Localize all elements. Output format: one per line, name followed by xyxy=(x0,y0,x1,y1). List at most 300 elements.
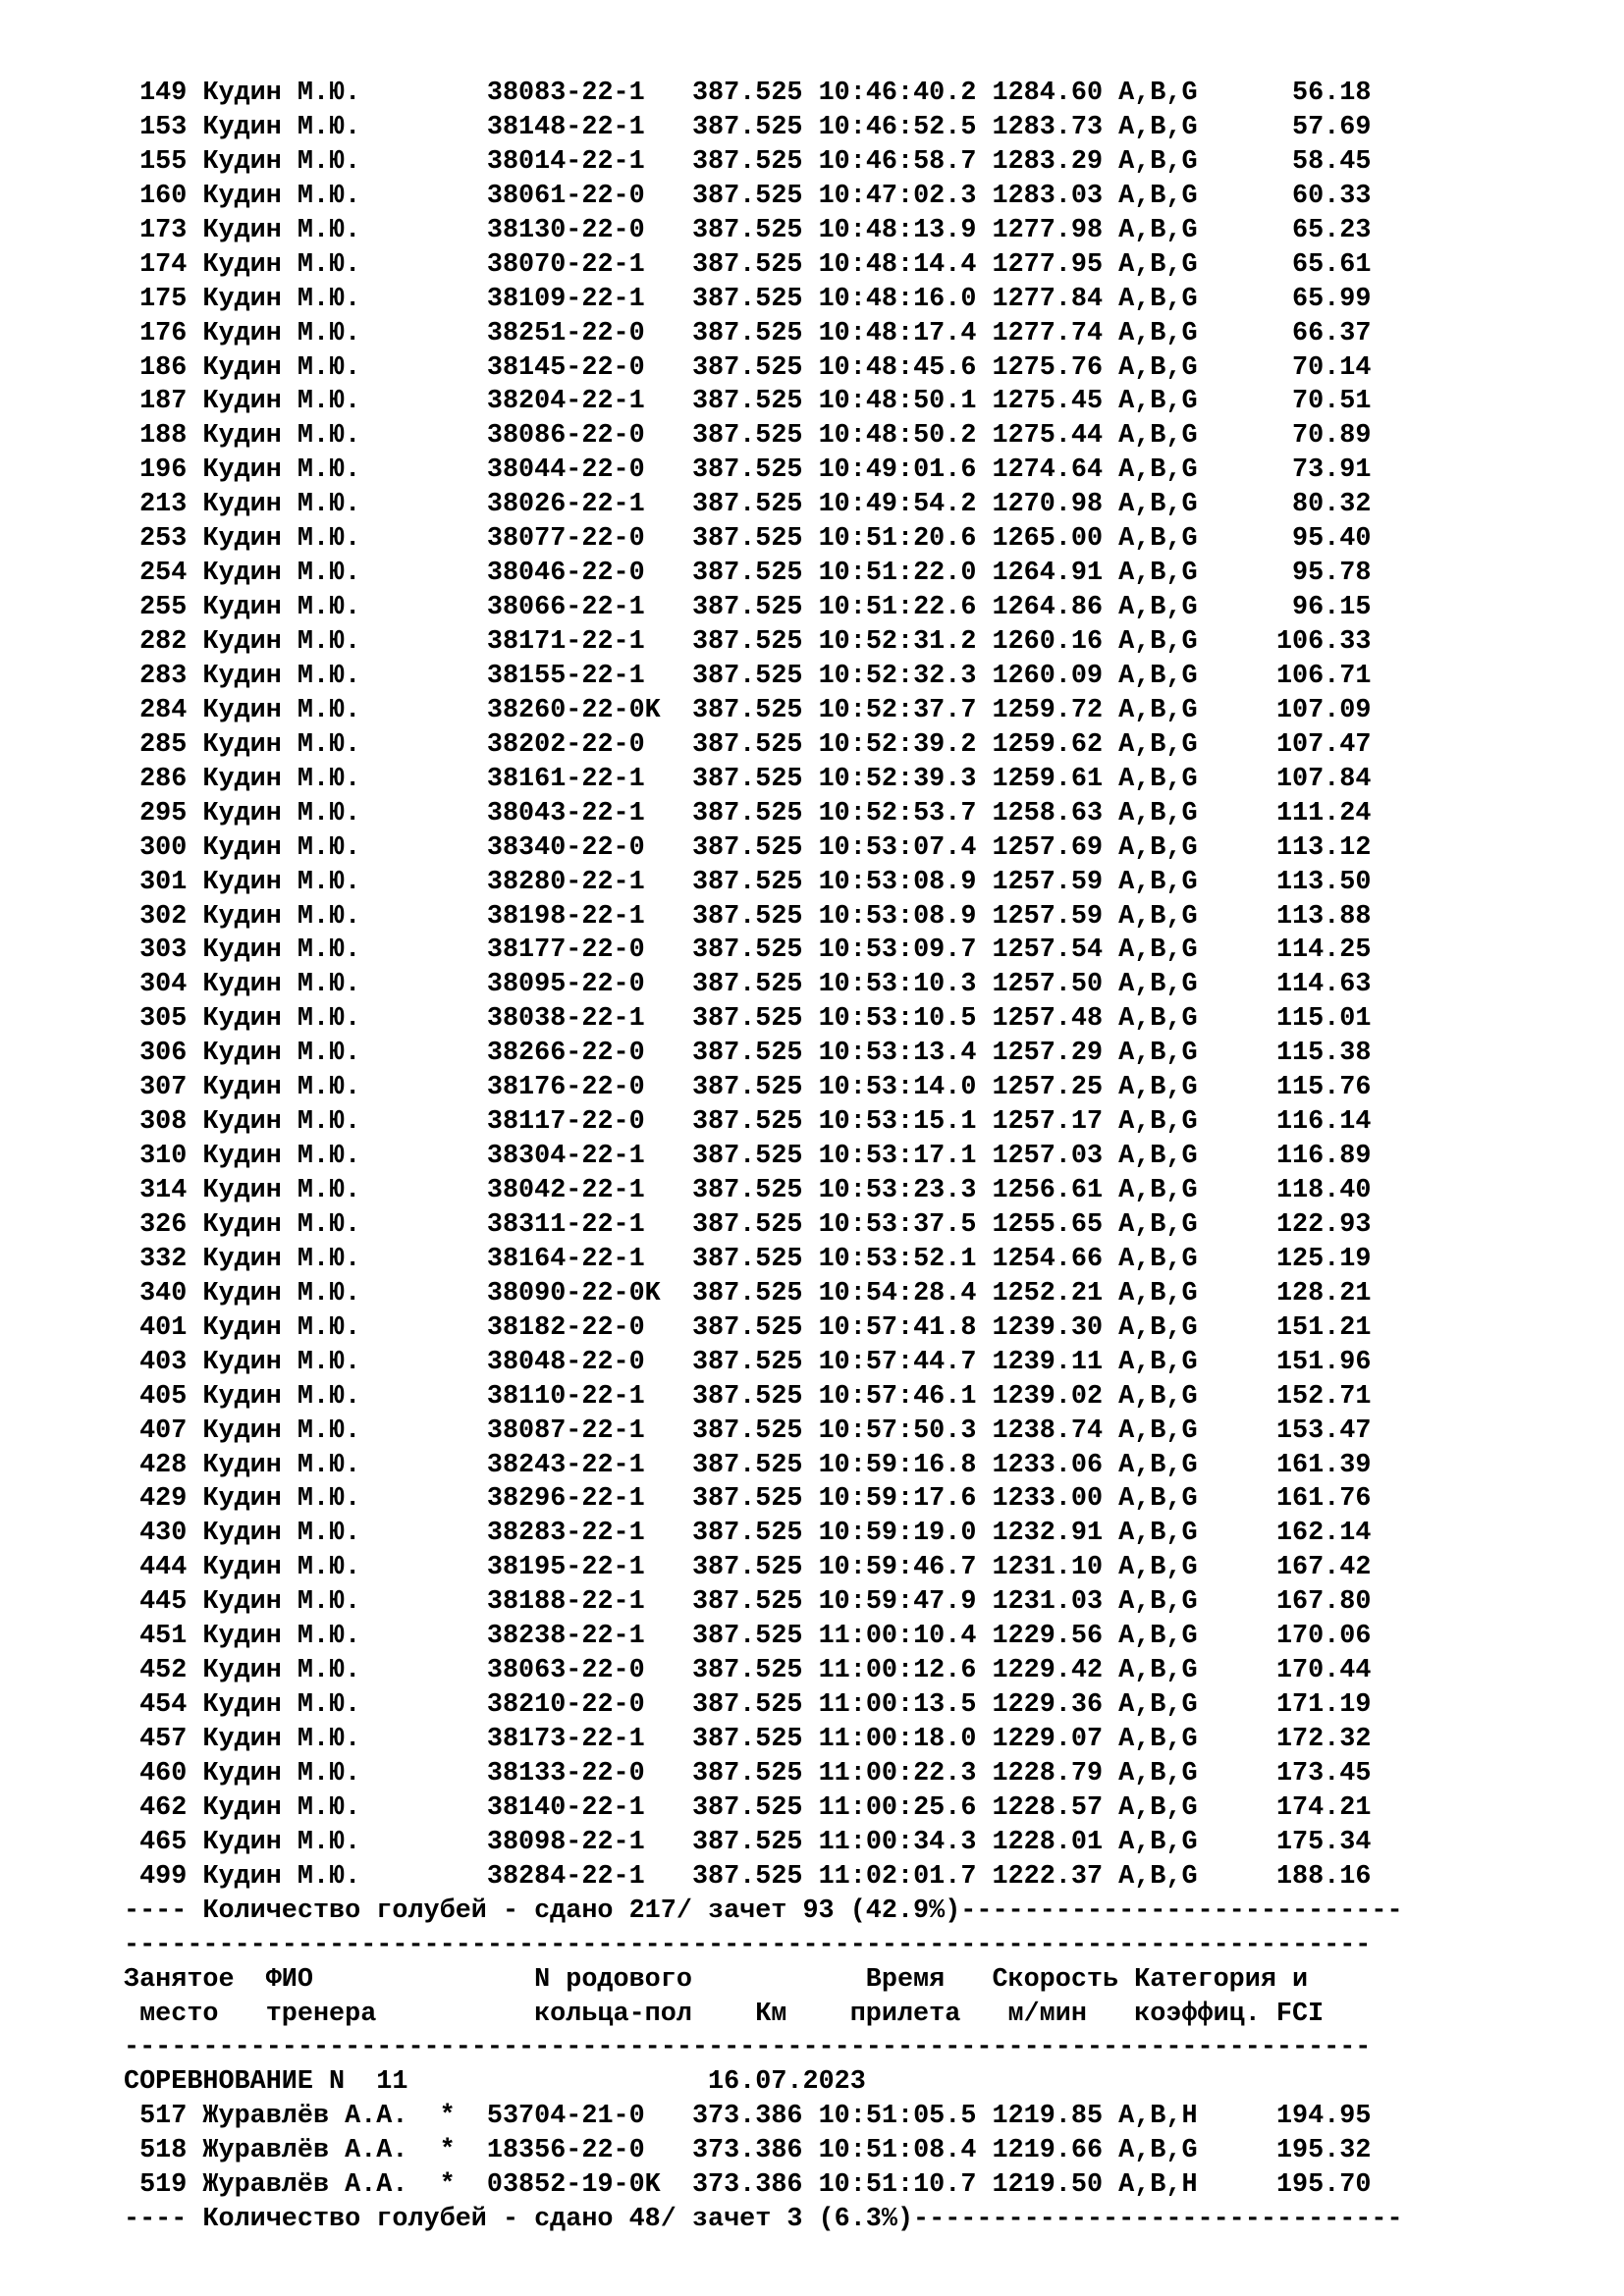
ring-number-cell: 38095-22-0 xyxy=(486,970,692,1000)
star-mark-cell xyxy=(440,1279,487,1308)
star-mark-cell xyxy=(440,216,487,245)
ring-number-cell: 38066-22-1 xyxy=(486,593,692,623)
trainer-name-cell: Кудин М.Ю. xyxy=(202,1209,440,1240)
place-cell: 403 xyxy=(124,1347,203,1377)
speed-cell: 1228.57 xyxy=(992,1792,1119,1823)
trainer-name-cell: Кудин М.Ю. xyxy=(202,1587,440,1618)
result-row xyxy=(124,1380,1597,1415)
place-cell: 499 xyxy=(124,1861,203,1892)
distance-cell: 387.525 xyxy=(691,901,819,932)
arrival-time-cell: 10:51:10.7 xyxy=(818,2170,993,2201)
distance-cell: 387.525 xyxy=(691,524,819,555)
coefficient-cell: 58.45 xyxy=(1197,146,1372,177)
result-row xyxy=(124,1174,1597,1208)
coefficient-cell: 106.33 xyxy=(1197,627,1372,657)
result-row xyxy=(124,488,1597,522)
ring-number-cell: 38110-22-1 xyxy=(486,1381,692,1412)
trainer-name-cell: Кудин М.Ю. xyxy=(202,1690,440,1721)
speed-cell: 1228.01 xyxy=(992,1827,1119,1857)
coefficient-cell: 173.45 xyxy=(1197,1758,1372,1789)
arrival-time-cell: 10:52:37.7 xyxy=(818,695,993,725)
distance-cell: 387.525 xyxy=(691,1827,819,1857)
place-cell: 444 xyxy=(124,1553,203,1583)
coefficient-cell: 161.39 xyxy=(1197,1450,1372,1480)
category-cell: A,B,G xyxy=(1118,1381,1198,1412)
category-cell: A,B,G xyxy=(1118,1142,1198,1172)
place-cell: 300 xyxy=(124,832,203,863)
place-cell: 445 xyxy=(124,1587,203,1618)
header-rule-bottom: ------------------------------------------------------------------------------- xyxy=(124,2033,1372,2063)
result-row xyxy=(124,934,1597,968)
trainer-name-cell: Кудин М.Ю. xyxy=(202,695,440,725)
ring-number-cell: 38161-22-1 xyxy=(486,764,692,794)
star-mark-cell xyxy=(440,353,487,383)
category-cell: A,B,G xyxy=(1118,1792,1198,1823)
ring-number-cell: 38090-22-0K xyxy=(486,1278,692,1308)
category-cell: A,B,G xyxy=(1118,1244,1198,1274)
place-cell: 340 xyxy=(124,1278,203,1308)
speed-cell: 1233.00 xyxy=(992,1484,1119,1515)
speed-cell: 1238.74 xyxy=(992,1415,1119,1446)
trainer-name-cell: Кудин М.Ю. xyxy=(202,1004,440,1035)
coefficient-cell: 153.47 xyxy=(1197,1415,1372,1446)
place-cell: 253 xyxy=(124,524,203,555)
column-header-line-2: место тренера кольца-пол Км прилета м/мин коэффиц. FCI xyxy=(124,1999,1325,2029)
result-row xyxy=(124,214,1597,248)
place-cell: 326 xyxy=(124,1209,203,1240)
speed-cell: 1257.50 xyxy=(992,970,1119,1000)
place-cell: 285 xyxy=(124,729,203,760)
place-cell: 155 xyxy=(124,146,203,177)
ring-number-cell: 38063-22-0 xyxy=(486,1656,692,1686)
ring-number-cell: 38048-22-0 xyxy=(486,1347,692,1377)
distance-cell: 387.525 xyxy=(691,798,819,828)
result-row xyxy=(124,317,1597,351)
arrival-time-cell: 10:53:08.9 xyxy=(818,867,993,897)
speed-cell: 1257.29 xyxy=(992,1039,1119,1069)
place-cell: 174 xyxy=(124,249,203,280)
speed-cell: 1260.09 xyxy=(992,661,1119,691)
speed-cell: 1229.56 xyxy=(992,1622,1119,1652)
distance-cell: 387.525 xyxy=(691,249,819,280)
star-mark-cell xyxy=(440,1828,487,1857)
star-mark-cell xyxy=(440,1039,487,1068)
coefficient-cell: 107.84 xyxy=(1197,764,1372,794)
trainer-name-cell: Кудин М.Ю. xyxy=(202,764,440,794)
star-mark-cell xyxy=(440,627,487,657)
coefficient-cell: 56.18 xyxy=(1197,79,1372,108)
trainer-name-cell: Кудин М.Ю. xyxy=(202,1381,440,1412)
coefficient-cell: 114.25 xyxy=(1197,935,1372,966)
speed-cell: 1233.06 xyxy=(992,1450,1119,1480)
arrival-time-cell: 10:52:39.3 xyxy=(818,764,993,794)
result-row xyxy=(124,1311,1597,1346)
distance-cell: 387.525 xyxy=(691,627,819,657)
speed-cell: 1275.76 xyxy=(992,352,1119,383)
coefficient-cell: 80.32 xyxy=(1197,490,1372,520)
distance-cell: 387.525 xyxy=(691,729,819,760)
arrival-time-cell: 10:53:37.5 xyxy=(818,1209,993,1240)
trainer-name-cell: Кудин М.Ю. xyxy=(202,1861,440,1892)
result-row xyxy=(124,1551,1597,1585)
ring-number-cell: 38296-22-1 xyxy=(486,1484,692,1515)
ring-number-cell: 38133-22-0 xyxy=(486,1758,692,1789)
ring-number-cell: 38098-22-1 xyxy=(486,1827,692,1857)
result-row xyxy=(124,1723,1597,1757)
coefficient-cell: 167.80 xyxy=(1197,1587,1372,1618)
speed-cell: 1277.74 xyxy=(992,318,1119,348)
category-cell: A,B,G xyxy=(1118,593,1198,623)
trainer-name-cell: Журавлёв А.А. xyxy=(202,2102,440,2132)
arrival-time-cell: 10:48:50.1 xyxy=(818,387,993,417)
trainer-name-cell: Кудин М.Ю. xyxy=(202,1450,440,1480)
category-cell: A,B,G xyxy=(1118,490,1198,520)
star-mark-cell xyxy=(440,833,487,863)
arrival-time-cell: 10:53:07.4 xyxy=(818,832,993,863)
speed-cell: 1270.98 xyxy=(992,490,1119,520)
category-cell: A,B,G xyxy=(1118,1758,1198,1789)
result-row xyxy=(124,1208,1597,1243)
speed-cell: 1277.95 xyxy=(992,249,1119,280)
category-cell: A,B,G xyxy=(1118,146,1198,177)
category-cell: A,B,G xyxy=(1118,832,1198,863)
arrival-time-cell: 10:51:22.0 xyxy=(818,559,993,589)
star-mark-cell xyxy=(440,902,487,932)
ring-number-cell: 38130-22-0 xyxy=(486,215,692,245)
place-cell: 314 xyxy=(124,1176,203,1205)
trainer-name-cell: Кудин М.Ю. xyxy=(202,935,440,966)
ring-number-cell: 38284-22-1 xyxy=(486,1861,692,1892)
star-mark-cell xyxy=(440,1073,487,1102)
place-cell: 401 xyxy=(124,1312,203,1343)
distance-cell: 387.525 xyxy=(691,1519,819,1549)
coefficient-cell: 118.40 xyxy=(1197,1176,1372,1205)
trainer-name-cell: Кудин М.Ю. xyxy=(202,284,440,314)
result-row xyxy=(124,660,1597,694)
trainer-name-cell: Кудин М.Ю. xyxy=(202,1278,440,1308)
ring-number-cell: 38164-22-1 xyxy=(486,1244,692,1274)
coefficient-cell: 128.21 xyxy=(1197,1278,1372,1308)
result-row xyxy=(124,419,1597,454)
distance-cell: 387.525 xyxy=(691,559,819,589)
category-cell: A,B,G xyxy=(1118,1553,1198,1583)
star-mark-cell xyxy=(440,1553,487,1582)
category-cell: A,B,G xyxy=(1118,455,1198,486)
star-mark-cell xyxy=(440,1519,487,1548)
star-mark-cell xyxy=(440,182,487,211)
arrival-time-cell: 10:53:14.0 xyxy=(818,1073,993,1103)
coefficient-cell: 65.23 xyxy=(1197,215,1372,245)
place-cell: 310 xyxy=(124,1142,203,1172)
star-mark-cell xyxy=(440,387,487,416)
speed-cell: 1231.10 xyxy=(992,1553,1119,1583)
coefficient-cell: 116.89 xyxy=(1197,1142,1372,1172)
distance-cell: 387.525 xyxy=(691,1004,819,1035)
place-cell: 149 xyxy=(124,79,203,108)
coefficient-cell: 107.47 xyxy=(1197,729,1372,760)
coefficient-cell: 195.32 xyxy=(1197,2136,1372,2166)
trainer-name-cell: Кудин М.Ю. xyxy=(202,1622,440,1652)
distance-cell: 387.525 xyxy=(691,112,819,142)
place-cell: 460 xyxy=(124,1758,203,1789)
place-cell: 153 xyxy=(124,112,203,142)
results-sheet xyxy=(124,77,1597,2237)
distance-cell: 387.525 xyxy=(691,79,819,108)
trainer-name-cell: Кудин М.Ю. xyxy=(202,455,440,486)
arrival-time-cell: 10:53:13.4 xyxy=(818,1039,993,1069)
arrival-time-cell: 10:51:08.4 xyxy=(818,2136,993,2166)
arrival-time-cell: 10:57:46.1 xyxy=(818,1381,993,1412)
result-row xyxy=(124,1826,1597,1860)
arrival-time-cell: 11:00:34.3 xyxy=(818,1827,993,1857)
result-row xyxy=(124,866,1597,900)
arrival-time-cell: 10:59:46.7 xyxy=(818,1553,993,1583)
result-row xyxy=(124,1757,1597,1791)
place-cell: 283 xyxy=(124,661,203,691)
result-row xyxy=(124,1243,1597,1277)
result-row xyxy=(124,385,1597,419)
arrival-time-cell: 10:53:08.9 xyxy=(818,901,993,932)
arrival-time-cell: 10:53:52.1 xyxy=(818,1244,993,1274)
place-cell: 407 xyxy=(124,1415,203,1446)
distance-cell: 387.525 xyxy=(691,421,819,452)
ring-number-cell: 38117-22-0 xyxy=(486,1107,692,1138)
result-row xyxy=(124,1791,1597,1826)
coefficient-cell: 188.16 xyxy=(1197,1861,1372,1892)
speed-cell: 1232.91 xyxy=(992,1519,1119,1549)
column-header-line-1: Занятое ФИО N родового Время Скорость Категория и xyxy=(124,1964,1309,1995)
category-cell: A,B,G xyxy=(1118,181,1198,211)
result-row xyxy=(124,180,1597,214)
ring-number-cell: 38311-22-1 xyxy=(486,1209,692,1240)
place-cell: 307 xyxy=(124,1073,203,1103)
star-mark-cell xyxy=(440,1416,487,1446)
distance-cell: 387.525 xyxy=(691,284,819,314)
distance-cell: 387.525 xyxy=(691,1656,819,1686)
distance-cell: 387.525 xyxy=(691,490,819,520)
arrival-time-cell: 10:51:05.5 xyxy=(818,2102,993,2132)
trainer-name-cell: Кудин М.Ю. xyxy=(202,1347,440,1377)
result-row xyxy=(124,831,1597,866)
star-mark-cell xyxy=(440,1176,487,1205)
ring-number-cell: 38202-22-0 xyxy=(486,729,692,760)
star-mark-cell xyxy=(440,421,487,451)
place-cell: 519 xyxy=(124,2170,203,2201)
category-cell: A,B,G xyxy=(1118,249,1198,280)
coefficient-cell: 116.14 xyxy=(1197,1107,1372,1138)
trainer-name-cell: Кудин М.Ю. xyxy=(202,215,440,245)
coefficient-cell: 152.71 xyxy=(1197,1381,1372,1412)
speed-cell: 1284.60 xyxy=(992,79,1119,108)
speed-cell: 1264.86 xyxy=(992,593,1119,623)
coefficient-cell: 115.76 xyxy=(1197,1073,1372,1103)
category-cell: A,B,G xyxy=(1118,1039,1198,1069)
distance-cell: 387.525 xyxy=(691,661,819,691)
ring-number-cell: 03852-19-0K xyxy=(486,2170,692,2201)
speed-cell: 1277.84 xyxy=(992,284,1119,314)
arrival-time-cell: 10:53:15.1 xyxy=(818,1107,993,1138)
speed-cell: 1265.00 xyxy=(992,524,1119,555)
result-row xyxy=(124,283,1597,317)
trainer-name-cell: Кудин М.Ю. xyxy=(202,146,440,177)
category-cell: A,B,G xyxy=(1118,1347,1198,1377)
trainer-name-cell: Кудин М.Ю. xyxy=(202,112,440,142)
ring-number-cell: 38042-22-1 xyxy=(486,1176,692,1205)
result-row xyxy=(124,145,1597,180)
distance-cell: 387.525 xyxy=(691,1725,819,1754)
coefficient-cell: 65.61 xyxy=(1197,249,1372,280)
arrival-time-cell: 10:48:14.4 xyxy=(818,249,993,280)
place-cell: 465 xyxy=(124,1827,203,1857)
ring-number-cell: 38014-22-1 xyxy=(486,146,692,177)
star-mark-cell xyxy=(440,696,487,725)
trainer-name-cell: Журавлёв А.А. xyxy=(202,2170,440,2201)
distance-cell: 373.386 xyxy=(691,2102,819,2132)
arrival-time-cell: 10:52:39.2 xyxy=(818,729,993,760)
coefficient-cell: 161.76 xyxy=(1197,1484,1372,1515)
speed-cell: 1254.66 xyxy=(992,1244,1119,1274)
arrival-time-cell: 11:00:12.6 xyxy=(818,1656,993,1686)
speed-cell: 1239.02 xyxy=(992,1381,1119,1412)
speed-cell: 1275.44 xyxy=(992,421,1119,452)
result-row xyxy=(124,1037,1597,1071)
category-cell: A,B,G xyxy=(1118,1209,1198,1240)
speed-cell: 1283.73 xyxy=(992,112,1119,142)
distance-cell: 387.525 xyxy=(691,1107,819,1138)
arrival-time-cell: 10:49:01.6 xyxy=(818,455,993,486)
trainer-name-cell: Кудин М.Ю. xyxy=(202,524,440,555)
trainer-name-cell: Кудин М.Ю. xyxy=(202,627,440,657)
category-cell: A,B,G xyxy=(1118,1312,1198,1343)
distance-cell: 387.525 xyxy=(691,1312,819,1343)
trainer-name-cell: Кудин М.Ю. xyxy=(202,1107,440,1138)
category-cell: A,B,G xyxy=(1118,867,1198,897)
arrival-time-cell: 10:52:31.2 xyxy=(818,627,993,657)
star-mark-cell xyxy=(440,1004,487,1034)
category-cell: A,B,G xyxy=(1118,935,1198,966)
star-mark-cell xyxy=(440,1690,487,1720)
category-cell: A,B,G xyxy=(1118,695,1198,725)
trainer-name-cell: Кудин М.Ю. xyxy=(202,1758,440,1789)
star-mark-cell xyxy=(440,490,487,519)
coefficient-cell: 70.51 xyxy=(1197,387,1372,417)
distance-cell: 387.525 xyxy=(691,1415,819,1446)
ring-number-cell: 38251-22-0 xyxy=(486,318,692,348)
distance-cell: 387.525 xyxy=(691,764,819,794)
place-cell: 255 xyxy=(124,593,203,623)
coefficient-cell: 73.91 xyxy=(1197,455,1372,486)
ring-number-cell: 38155-22-1 xyxy=(486,661,692,691)
star-mark-cell xyxy=(440,1622,487,1651)
category-cell: A,B,G xyxy=(1118,524,1198,555)
trainer-name-cell: Кудин М.Ю. xyxy=(202,1415,440,1446)
ring-number-cell: 38210-22-0 xyxy=(486,1690,692,1721)
category-cell: A,B,G xyxy=(1118,559,1198,589)
star-mark-cell xyxy=(440,1759,487,1789)
coefficient-cell: 70.14 xyxy=(1197,352,1372,383)
trainer-name-cell: Кудин М.Ю. xyxy=(202,832,440,863)
speed-cell: 1229.36 xyxy=(992,1690,1119,1721)
category-cell: A,B,G xyxy=(1118,1656,1198,1686)
coefficient-cell: 113.12 xyxy=(1197,832,1372,863)
trainer-name-cell: Кудин М.Ю. xyxy=(202,352,440,383)
category-cell: A,B,G xyxy=(1118,1176,1198,1205)
place-cell: 451 xyxy=(124,1622,203,1652)
coefficient-cell: 175.34 xyxy=(1197,1827,1372,1857)
speed-cell: 1274.64 xyxy=(992,455,1119,486)
distance-cell: 387.525 xyxy=(691,1278,819,1308)
trainer-name-cell: Кудин М.Ю. xyxy=(202,1484,440,1515)
distance-cell: 387.525 xyxy=(691,1244,819,1274)
distance-cell: 387.525 xyxy=(691,1861,819,1892)
result-row xyxy=(124,900,1597,934)
category-cell: A,B,G xyxy=(1118,661,1198,691)
distance-cell: 387.525 xyxy=(691,1073,819,1103)
ring-number-cell: 38109-22-1 xyxy=(486,284,692,314)
place-cell: 188 xyxy=(124,421,203,452)
trainer-name-cell: Кудин М.Ю. xyxy=(202,1725,440,1754)
place-cell: 187 xyxy=(124,387,203,417)
arrival-time-cell: 10:48:13.9 xyxy=(818,215,993,245)
ring-number-cell: 38077-22-0 xyxy=(486,524,692,555)
ring-number-cell: 38173-22-1 xyxy=(486,1725,692,1754)
star-mark-cell xyxy=(440,662,487,691)
ring-number-cell: 38195-22-1 xyxy=(486,1553,692,1583)
arrival-time-cell: 10:54:28.4 xyxy=(818,1278,993,1308)
place-cell: 429 xyxy=(124,1484,203,1515)
arrival-time-cell: 10:48:16.0 xyxy=(818,284,993,314)
coefficient-cell: 174.21 xyxy=(1197,1792,1372,1823)
place-cell: 457 xyxy=(124,1725,203,1754)
coefficient-cell: 194.95 xyxy=(1197,2102,1372,2132)
result-row xyxy=(124,1860,1597,1895)
header-rule-top: ------------------------------------------------------------------------------- xyxy=(124,1930,1372,1960)
arrival-time-cell: 11:00:18.0 xyxy=(818,1725,993,1754)
star-mark-cell xyxy=(440,250,487,280)
category-cell: A,B,G xyxy=(1118,1278,1198,1308)
result-row xyxy=(124,968,1597,1002)
result-row xyxy=(124,522,1597,557)
arrival-time-cell: 10:59:47.9 xyxy=(818,1587,993,1618)
ring-number-cell: 38070-22-1 xyxy=(486,249,692,280)
speed-cell: 1257.25 xyxy=(992,1073,1119,1103)
speed-cell: 1229.42 xyxy=(992,1656,1119,1686)
category-cell: A,B,G xyxy=(1118,729,1198,760)
trainer-name-cell: Кудин М.Ю. xyxy=(202,661,440,691)
distance-cell: 387.525 xyxy=(691,1347,819,1377)
place-cell: 303 xyxy=(124,935,203,966)
category-cell: A,B,G xyxy=(1118,284,1198,314)
distance-cell: 387.525 xyxy=(691,387,819,417)
coefficient-cell: 167.42 xyxy=(1197,1553,1372,1583)
trainer-name-cell: Кудин М.Ю. xyxy=(202,1792,440,1823)
speed-cell: 1259.62 xyxy=(992,729,1119,760)
coefficient-cell: 115.38 xyxy=(1197,1039,1372,1069)
ring-number-cell: 38182-22-0 xyxy=(486,1312,692,1343)
coefficient-cell: 172.32 xyxy=(1197,1725,1372,1754)
ring-number-cell: 38243-22-1 xyxy=(486,1450,692,1480)
summary-line-2: ---- Количество голубей - сдано 48/ зачет 3 (6.3%)------------------------------- xyxy=(124,2205,1403,2235)
competition-date: 16.07.2023 xyxy=(708,2067,866,2098)
star-mark-cell: * xyxy=(439,2170,487,2201)
place-cell: 213 xyxy=(124,490,203,520)
distance-cell: 387.525 xyxy=(691,1792,819,1823)
distance-cell: 387.525 xyxy=(691,1484,819,1515)
result-row xyxy=(124,1517,1597,1551)
category-cell: A,B,G xyxy=(1118,1622,1198,1652)
coefficient-cell: 125.19 xyxy=(1197,1244,1372,1274)
speed-cell: 1264.91 xyxy=(992,559,1119,589)
